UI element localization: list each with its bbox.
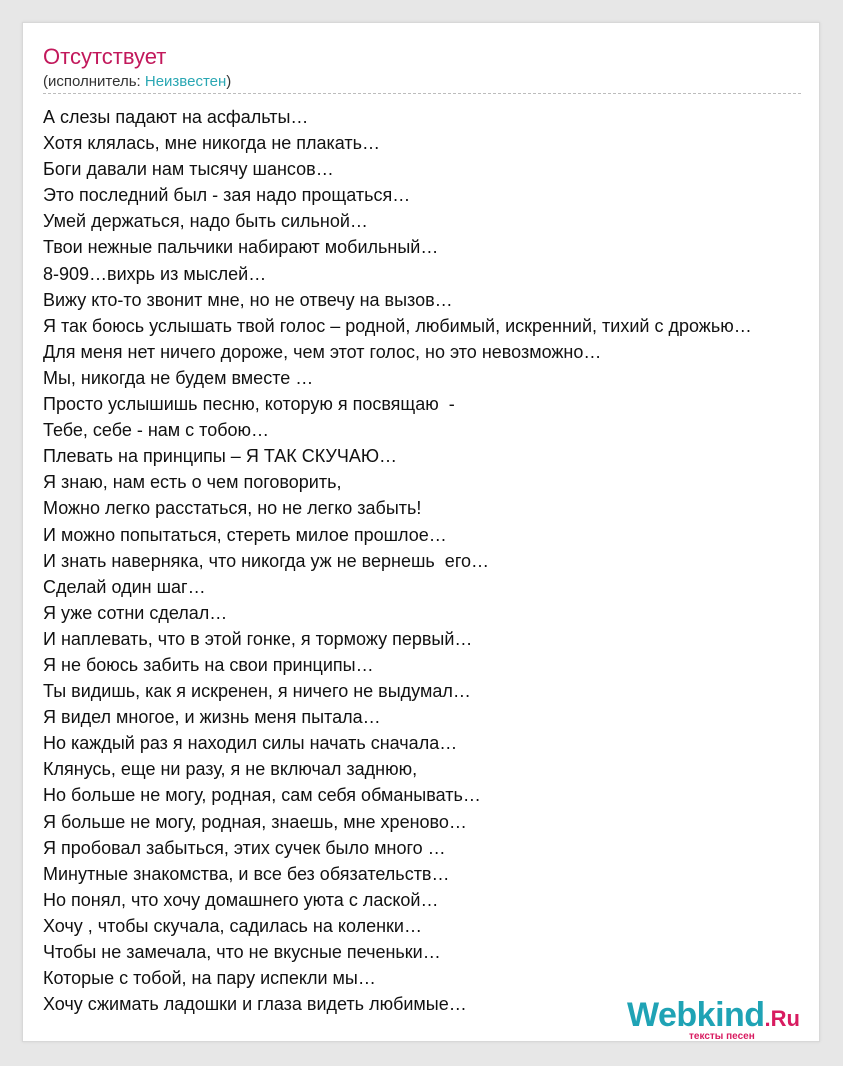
lyric-line: Чтобы не замечала, что не вкусные печеньки…: [43, 942, 441, 962]
lyric-line: И можно попытаться, стереть милое прошлое…: [43, 524, 447, 545]
lyric-line: Но понял, что хочу домашнего уюта с лаской…: [43, 889, 439, 910]
lyric-line: Клянусь, еще ни разу, я не включал заднюю,: [43, 759, 418, 780]
lyric-line: Можно легко расстаться, но не легко забыть!: [43, 498, 422, 519]
artist-link[interactable]: Неизвестен: [144, 73, 227, 90]
lyric-line: Которые с тобой, на пару испекли мы…: [43, 968, 376, 989]
lyric-line: Тебе, себе - нам с тобою…: [43, 420, 270, 441]
lyric-line: Для меня нет ничего дороже, чем этот голос, но это невозможно…: [43, 341, 602, 362]
lyric-line: Я больше не могу, родная, знаешь, мне хреново…: [43, 811, 467, 832]
lyric-line: Я так боюсь услышать твой голос – родной, любимый, искренний, тихий с дрожью…: [43, 315, 752, 336]
logo-tld-text: .Ru: [764, 1006, 800, 1031]
lyric-line: Вижу кто-то звонит мне, но не отвечу на вызов…: [43, 289, 453, 310]
lyric-line: Я не боюсь забить на свои принципы…: [43, 654, 374, 675]
lyric-line: Умей держаться, надо быть сильной…: [43, 211, 368, 232]
lyric-line: Я знаю, нам есть о чем поговорить,: [43, 472, 342, 493]
lyric-line: Боги давали нам тысячу шансов…: [43, 159, 334, 180]
artist-prefix: (исполнитель:: [43, 73, 145, 90]
lyric-line: А слезы падают на асфальты…: [43, 107, 309, 127]
lyric-line: Хочу сжимать ладошки и глаза видеть любимые…: [43, 994, 467, 1015]
lyric-line: Минутные знакомства, и все без обязательств…: [43, 863, 450, 884]
logo-main-text: Webkind: [627, 996, 765, 1034]
lyric-line: Просто услышишь песню, которую я посвящаю -: [43, 394, 455, 415]
lyric-line: И наплевать, что в этой гонке, я торможу первый…: [43, 628, 473, 649]
lyric-line: Мы, никогда не будем вместе …: [43, 367, 314, 388]
lyric-line: И знать наверняка, что никогда уж не вернешь его…: [43, 550, 490, 571]
lyric-line: Я видел многое, и жизнь меня пытала…: [43, 707, 381, 728]
song-title: Отсутствует: [43, 44, 167, 69]
lyric-line: Хочу , чтобы скучала, садилась на коленки…: [43, 915, 422, 936]
lyric-line: Но каждый раз я находил силы начать сначала…: [43, 733, 458, 754]
lyric-line: Твои нежные пальчики набирают мобильный…: [43, 237, 439, 258]
lyric-line: Это последний был - зая надо прощаться…: [43, 185, 411, 206]
logo-subtitle: тексты песен: [689, 1031, 755, 1042]
lyric-line: Плевать на принципы – Я ТАК СКУЧАЮ…: [43, 446, 398, 467]
lyric-line: Я пробовал забыться, этих сучек было много …: [43, 837, 446, 858]
lyric-line: Ты видишь, как я искренен, я ничего не выдумал…: [43, 681, 471, 702]
lyrics-card: [22, 22, 820, 1042]
title-divider: [43, 93, 801, 94]
artist-suffix: ): [226, 73, 232, 90]
artist-line: [43, 73, 231, 91]
site-logo[interactable]: [627, 997, 817, 1042]
lyrics-text: [43, 104, 752, 1017]
lyric-line: 8-909…вихрь из мыслей…: [43, 263, 267, 284]
lyric-line: Но больше не могу, родная, сам себя обманывать…: [43, 785, 481, 806]
lyric-line: Хотя клялась, мне никогда не плакать…: [43, 133, 381, 154]
lyric-line: Сделай один шаг…: [43, 576, 206, 597]
lyric-line: Я уже сотни сделал…: [43, 602, 228, 623]
